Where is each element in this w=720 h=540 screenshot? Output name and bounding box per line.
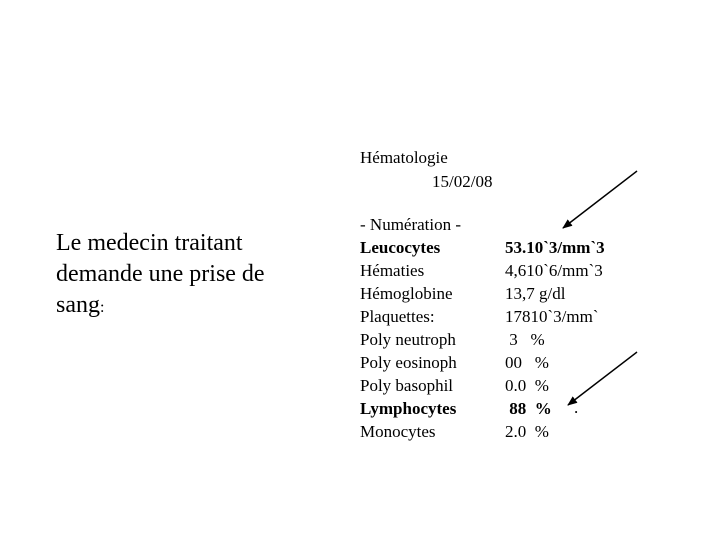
intro-line-3-text: sang: [56, 292, 100, 318]
arrow-lymphocytes: [568, 352, 637, 405]
result-value: 4,610`6/mm`3: [505, 261, 603, 280]
arrow-leucocytes: [563, 171, 637, 228]
section-title: - Numération -: [360, 215, 462, 234]
result-param: Poly eosinoph: [360, 353, 457, 372]
result-param: Monocytes: [360, 422, 436, 441]
result-value: 2.0 %: [505, 422, 549, 441]
result-value: 3 %: [505, 330, 545, 349]
result-param: Poly basophil: [360, 376, 454, 395]
result-value: 53.10`3/mm`3: [505, 238, 605, 257]
result-value: 0.0 %: [505, 376, 549, 395]
intro-colon: :: [100, 299, 105, 316]
result-param: Hémoglobine: [360, 284, 453, 303]
result-value: 00 %: [505, 353, 549, 372]
report-date: 15/02/08: [432, 172, 493, 191]
result-value: 17810`3/mm`: [505, 307, 599, 326]
result-value: 13,7 g/dl: [505, 284, 566, 303]
result-param: Poly neutroph: [360, 330, 456, 349]
result-param: Plaquettes:: [360, 307, 435, 326]
intro-line-1: Le medecin traitant: [56, 230, 243, 256]
report-title: Hématologie: [360, 148, 448, 167]
result-param: Leucocytes: [360, 238, 441, 257]
result-param: Lymphocytes: [360, 399, 457, 418]
result-value: 88 %: [505, 399, 552, 418]
annotation-dot: .: [574, 398, 579, 417]
result-param: Hématies: [360, 261, 425, 280]
intro-line-2: demande une prise de: [56, 261, 265, 287]
